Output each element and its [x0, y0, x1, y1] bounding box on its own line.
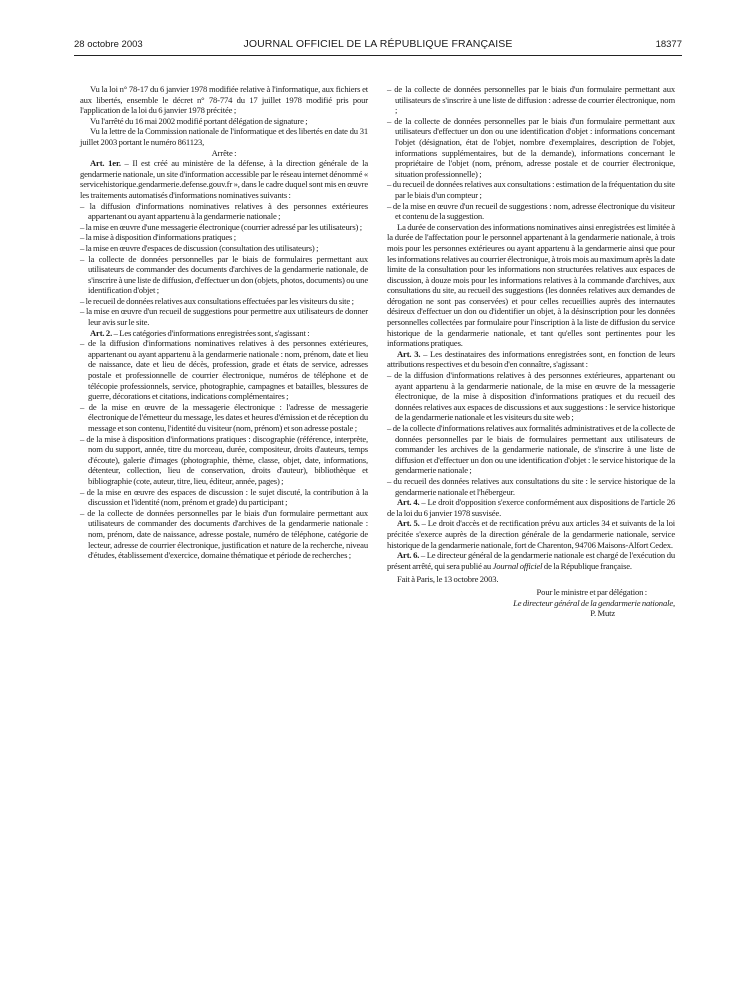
article-2-item: – de la collecte de données personnelles par le biais d'un formulaire permettant aux utilisateurs d'effectuer un don ou une identification d'objet : informations concernant l'objet (désignation, état de l'objet, nombre d'exemplaires, description de l'objet, informations supplémentaires, but de la demande), informations concernant le propriétaire de l'objet (nom, prénom, adresse postale et de courrier électronique, situation professionnelle) ; [387, 115, 675, 179]
arrete-heading: Arrête : [211, 147, 237, 158]
article-2 [80, 328, 368, 339]
page-number: 18377 [655, 39, 682, 50]
article-2-item: – du recueil de données relatives aux consultations : estimation de la fréquentation du site par le biais d'un compteur ; [387, 179, 675, 200]
article-2-item: – de la mise à disposition d'informations pratiques : discographie (référence, interprète, nom du support, année, titre du morceau, durée, compositeur, droits d'auteurs, temps d'écoute), galerie d'images (photographie, thème, classe, objet, date, informations, détenteur, collection, lieu de conservation, droits d'auteur), bibliothèque et bibliographie (cote, auteur, titre, lieu, éditeur, année, pages) ; [80, 433, 368, 486]
article-1-label: Art. 1er. [90, 158, 121, 169]
article-2-text: – Les catégories d'informations enregistrées sont, s'agissant : [112, 327, 310, 338]
article-1-item: – la mise en œuvre d'un recueil de suggestions pour permettre aux utilisateurs de donner leur avis sur le site. [80, 306, 368, 328]
article-1 [80, 158, 368, 200]
right-column [387, 84, 675, 619]
article-1-item: – la mise en œuvre d'une messagerie électronique (courrier adressé par les utilisateurs) ; [80, 221, 362, 232]
article-1-item: – la diffusion d'informations nominatives relatives à des personnes extérieures appartenant ou ayant appartenu à la gendarmerie nationale ; [80, 200, 368, 222]
article-2-item: – de la mise en œuvre des espaces de discussion : le sujet discuté, la contribution à la discussion et l'identité (nom, prénom et grade) du participant ; [80, 486, 368, 508]
article-1-item: – la mise en œuvre d'espaces de discussion (consultation des utilisateurs) ; [80, 242, 319, 253]
article-3-item: – du recueil des données relatives aux consultations du site : le service historique de la gendarmerie nationale et l'hébergeur. [387, 475, 675, 497]
article-2-item: – de la mise en œuvre de la messagerie électronique : l'adresse de messagerie électronique de l'émetteur du message, les dates et heures d'émission et de réception du message et son contenu, l'identité du visiteur (nom, prénom) et son adresse postale ; [80, 401, 368, 433]
article-2-label: Art. 2. [90, 327, 113, 338]
article-6-text: – Le directeur général de la gendarmerie nationale est chargé de l'exécution du présent arrêté, qui sera publié au [387, 550, 675, 571]
article-3 [387, 349, 675, 370]
article-5-label: Art. 5. [397, 518, 420, 529]
article-6-label: Art. 6. [397, 550, 420, 561]
article-4 [387, 497, 675, 518]
article-6 [387, 550, 675, 571]
article-1-item: – le recueil de données relatives aux consultations effectuées par les visiteurs du site ; [80, 295, 354, 306]
article-3-text: – Les destinataires des informations enregistrées sont, en fonction de leurs attributions respectives et du besoin d'en connaître, s'agissant : [387, 348, 675, 370]
visa-1: Vu la loi n° 78-17 du 6 janvier 1978 modifiée relative à l'informatique, aux fichiers et aux libertés, ensemble le décret n° 78-774 du 17 juillet 1978 modifié pris pour l'application de la loi du 6 janvier 1978 précitée ; [80, 84, 368, 116]
article-6-text-end: de la République française. [542, 560, 632, 571]
signature-title: Le directeur général de la gendarmerie nationale, [513, 597, 675, 608]
header-rule [74, 55, 682, 56]
article-5-text: – Le droit d'accès et de rectification prévu aux articles 34 et suivants de la loi précitée s'exerce auprès de la direction générale de la gendarmerie nationale, service historique de la gendarmerie nationale, fort de Charenton, 94706 Maisons-Alfort Cedex. [387, 518, 675, 550]
article-5 [387, 518, 675, 550]
article-1-item: – la collecte de données personnelles par le biais de formulaires permettant aux utilisateurs de commander des documents d'archives de la gendarmerie nationale, de s'inscrire à une liste de diffusion, d'effectuer un don (objets, photos, documents) ou une identification d'objet ; [80, 253, 368, 296]
visa-3: Vu la lettre de la Commission nationale de l'informatique et des libertés en date du 31 juillet 2003 portant le numéro 861123, [80, 126, 368, 147]
article-3-label: Art. 3. [397, 348, 421, 359]
place-date-line: Fait à Paris, le 13 octobre 2003. [397, 574, 499, 585]
article-2-item: – de la collecte de données personnelles par le biais d'un formulaire permettant aux utilisateurs de commander des documents d'archives de la gendarmerie nationale : nom, prénom, date de naissance, adresse postale, numéro de téléphone, catégorie de lecteur, adresse de courrier électronique, justification et nature de la recherche, niveau d'études, établissement d'exercice, domaine thématique et période de recherches ; [80, 507, 368, 561]
article-1-text: – Il est créé au ministère de la défense, à la direction générale de la gendarmerie nationale, un site d'information accessible par le réseau internet dénommé « servicehistorique.gendarmerie.defense.gouv.fr », dans le cadre duquel sont mis en œuvre les traitements automatisés d'informations nominatives suivants : [80, 158, 368, 200]
signature-delegation: Pour le ministre et par délégation : [536, 586, 647, 597]
article-1-item: – la mise à disposition d'informations pratiques ; [80, 232, 236, 243]
article-2-item: – de la mise en œuvre d'un recueil de suggestions : nom, adresse électronique du visiteur et contenu de la suggestion. [387, 200, 675, 222]
signatory-name: P. Mutz [590, 608, 615, 619]
article-4-text: – Le droit d'opposition s'exerce conformément aux dispositions de l'article 26 de la loi du 6 janvier 1978 susvisée. [387, 497, 675, 518]
article-2-item: – de la collecte de données personnelles par le biais d'un formulaire permettant aux utilisateurs de s'inscrire à une liste de diffusion : adresse de courrier électronique, nom ; [387, 84, 675, 116]
visa-2: Vu l'arrêté du 16 mai 2002 modifié portant délégation de signature ; [90, 115, 308, 126]
left-column [80, 84, 368, 561]
article-3-item: – de la diffusion d'informations relatives à des personnes extérieures, appartenant ou ayant appartenu à la gendarmerie nationale, de la mise en œuvre de la messagerie électronique, de la mise à disposition d'informations pratiques et du recueil des données relatives aux espaces de discussions et aux suggestions : le service historique de la gendarmerie nationale et les visiteurs du site web ; [387, 370, 675, 423]
journal-officiel-reference: Journal officiel [492, 560, 543, 571]
article-3-item: – de la collecte d'informations relatives aux formalités administratives et de la collecte de données personnelles par le biais de formulaires permettant aux utilisateurs de commander les archives de la gendarmerie nationale, de s'inscrire à une liste de diffusion et d'effectuer un don ou une identification d'objet : le service historique de la gendarmerie nationale ; [387, 423, 675, 476]
article-4-label: Art. 4. [397, 497, 420, 508]
retention-paragraph: La durée de conservation des informations nominatives ainsi enregistrées est limitée à la durée de l'affectation pour le personnel appartenant à la gendarmerie nationale, à trois mois pour les personnes extérieures ou ayant appartenu à la gendarmerie ainsi que pour les informations relatives au courrier électronique, à trois mois au maximum après la date limite de la consultation pour les informations non structurées relatives aux espaces de discussion, à douze mois pour les informations relatives à la commande d'archives, aux consultations du site, au recueil des suggestions (les données relatives aux demandes de dérogation ne sont pas conservées) et pour celles recueillies auprès des internautes désireux d'effectuer un don ou d'identifier un objet, à la désinscription pour les données personnelles collectées par formulaire pour l'inscription à la liste de diffusion du service historique de la gendarmerie nationale, et tant qu'elles sont pertinentes pour les informations pratiques. [387, 221, 675, 349]
article-2-item: – de la diffusion d'informations nominatives relatives à des personnes extérieures, appartenant ou ayant appartenu à la gendarmerie nationale : nom, prénom, date et lieu de naissance, date et lieu de décès, profession, grade et états de service, adresses postale et professionnelle de courrier électronique, numéros de téléphone et de télécopie professionnels, service, photographie, campagnes et batailles, blessures de guerre, décorations et citations, indications complémentaires ; [80, 338, 368, 402]
signature-block [387, 587, 675, 619]
journal-title: JOURNAL OFFICIEL DE LA RÉPUBLIQUE FRANÇAISE [243, 38, 513, 50]
page-header [74, 39, 682, 53]
header-date: 28 octobre 2003 [74, 39, 143, 50]
